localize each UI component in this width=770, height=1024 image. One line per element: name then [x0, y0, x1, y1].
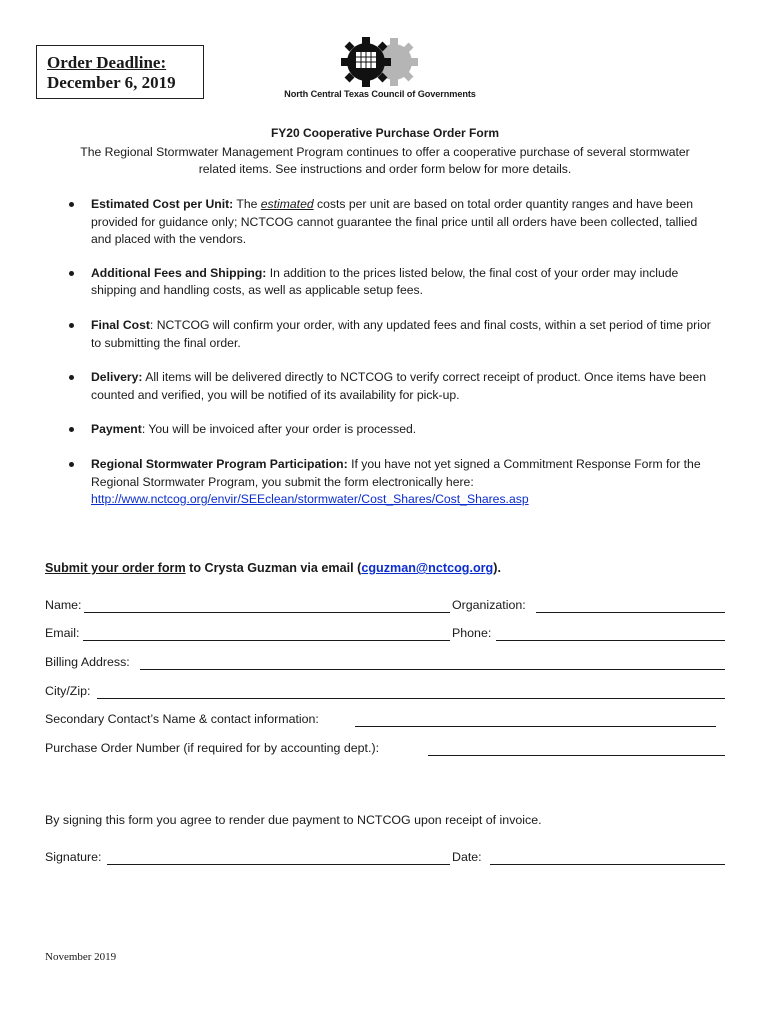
cost-shares-link[interactable]: http://www.nctcog.org/envir/SEEclean/stormwater/Cost_Shares/Cost_Shares.asp — [91, 492, 529, 507]
date-input[interactable] — [490, 864, 725, 865]
list-item: Additional Fees and Shipping: In addition to the prices listed below, the final cost of your order may include shipping and handling costs, as well as applicable setup fees. — [70, 265, 720, 300]
email-input[interactable] — [83, 640, 450, 641]
purchase-order-input[interactable] — [428, 755, 725, 756]
date-label: Date: — [452, 850, 482, 864]
intro-text: The Regional Stormwater Management Program continues to offer a cooperative purchase of several stormwater related items. See instructions and order form below for more details. — [80, 145, 690, 176]
list-item: Regional Stormwater Program Participation: If you have not yet signed a Commitment Response Form for the Regional Stormwater Program, you submit the form electronically here: http://www.nctcog.org/envir/SEEclean/stormwater/Cost_Shares/Cost_Shares.asp — [70, 456, 720, 509]
name-label: Name: — [45, 598, 82, 612]
bullet-heading: Final Cost — [91, 317, 150, 332]
billing-address-input[interactable] — [140, 669, 725, 670]
email-label: Email: — [45, 626, 80, 640]
agreement-text: By signing this form you agree to render due payment to NCTCOG upon receipt of invoice. — [45, 813, 542, 827]
list-item: Final Cost: NCTCOG will confirm your order, with any updated fees and final costs, within a set period of time prior to submitting the final order. — [70, 317, 720, 352]
submit-instructions: Submit your order form to Crysta Guzman via email (cguzman@nctcog.org). — [45, 561, 501, 575]
list-item: Payment: You will be invoiced after your order is processed. — [70, 421, 720, 439]
instruction-list — [70, 196, 720, 509]
nctcog-logo-icon — [336, 34, 420, 90]
secondary-contact-label: Secondary Contact’s Name & contact information: — [45, 712, 319, 726]
signature-label: Signature: — [45, 850, 102, 864]
deadline-date: December 6, 2019 — [47, 73, 176, 92]
list-item: Estimated Cost per Unit: The estimated costs per unit are based on total order quantity ranges and have been provided for guidance only; NCTCOG cannot guarantee the final price until all orders have been collected, tallied and placed with the vendors. — [70, 196, 720, 249]
organization-label: Organization: — [452, 598, 526, 612]
organization-input[interactable] — [536, 612, 725, 613]
order-deadline-box — [36, 45, 204, 99]
footer-date: November 2019 — [45, 951, 117, 963]
phone-label: Phone: — [452, 626, 492, 640]
list-item: Delivery: All items will be delivered directly to NCTCOG to verify correct receipt of product. Once items have been counted and verified, you will be notified of its availability for pick-up. — [70, 369, 720, 404]
bullet-heading: Payment — [91, 422, 142, 437]
bullet-heading: Additional Fees and Shipping: — [91, 265, 267, 280]
city-zip-input[interactable] — [97, 698, 725, 699]
bullet-heading: Estimated Cost per Unit: — [91, 197, 234, 211]
billing-address-label: Billing Address: — [45, 655, 130, 669]
org-name: North Central Texas Council of Governments — [284, 89, 476, 99]
city-zip-label: City/Zip: — [45, 684, 91, 698]
form-title: FY20 Cooperative Purchase Order Form — [270, 126, 500, 140]
email-link[interactable]: cguzman@nctcog.org — [361, 561, 494, 575]
bullet-heading: Regional Stormwater Program Participation: — [91, 456, 348, 471]
deadline-label: Order Deadline: — [47, 53, 167, 72]
signature-input[interactable] — [107, 864, 450, 865]
phone-input[interactable] — [496, 640, 725, 641]
purchase-order-label: Purchase Order Number (if required for by accounting dept.): — [45, 741, 380, 755]
name-input[interactable] — [84, 612, 450, 613]
secondary-contact-input[interactable] — [355, 726, 716, 727]
bullet-heading: Delivery: — [91, 370, 143, 385]
